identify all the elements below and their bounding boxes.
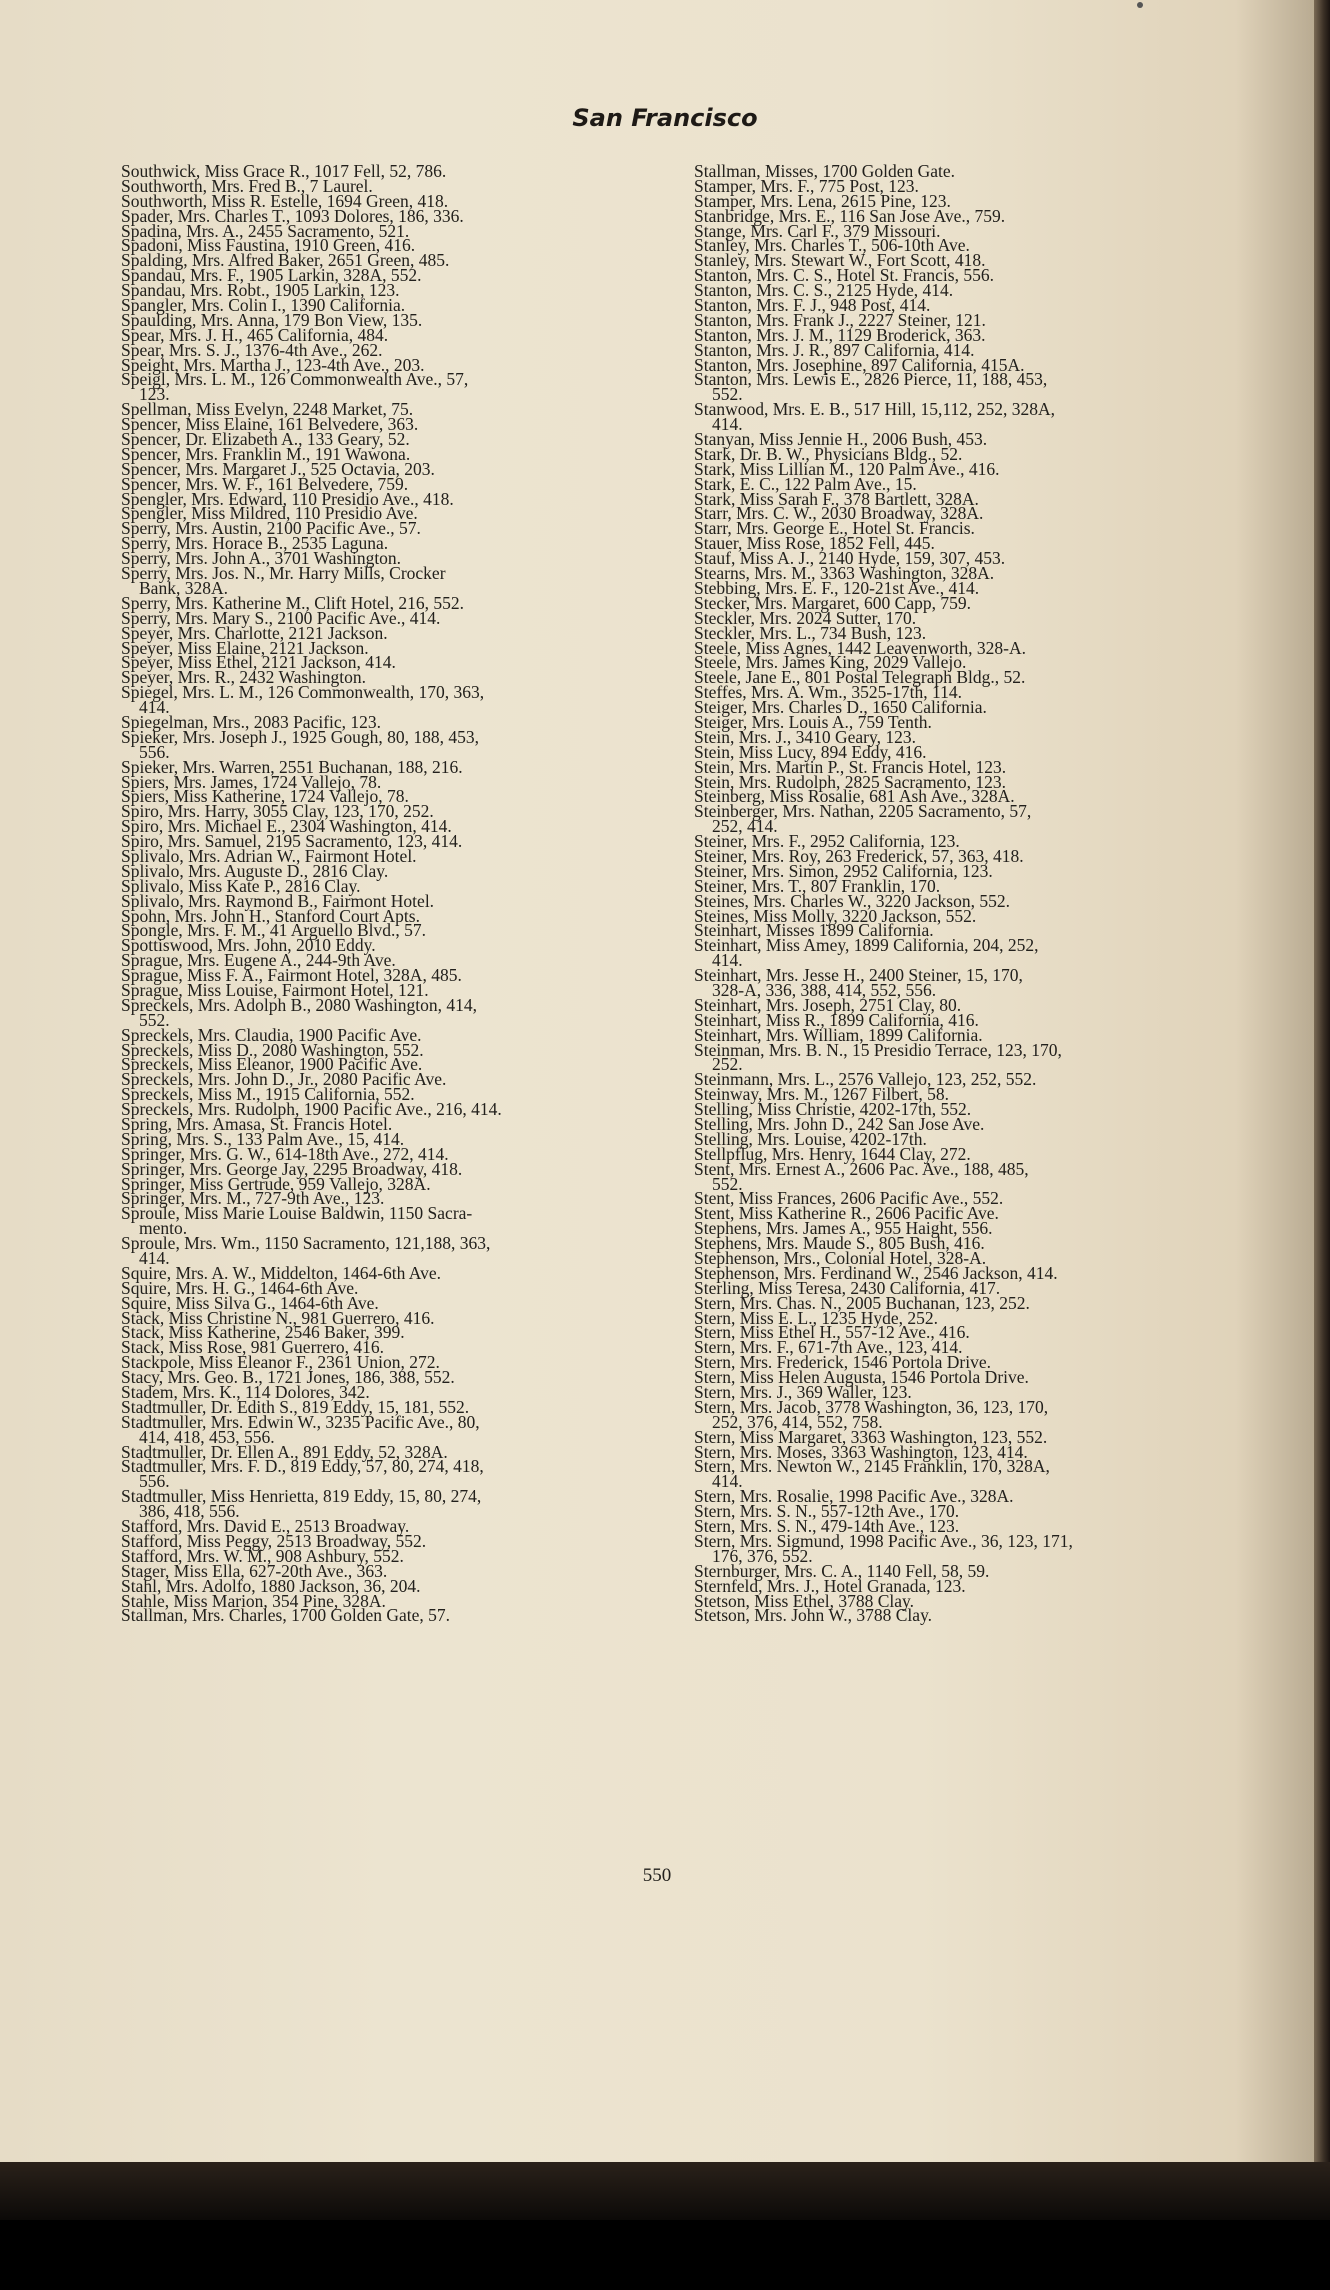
directory-entry-line: Stern, Mrs. Newton W., 2145 Franklin, 170, 328A, [694, 1456, 1050, 1477]
directory-entry-line: Stafford, Miss Peggy, 2513 Broadway, 552. [121, 1530, 427, 1551]
directory-entry-line: Stafford, Mrs. W. M., 908 Ashbury, 552. [121, 1545, 404, 1566]
directory-entry-line: Squire, Miss Silva G., 1464-6th Ave. [121, 1292, 379, 1313]
directory-entry-line: Southwick, Miss Grace R., 1017 Fell, 52, 786. [121, 161, 447, 181]
directory-entry-line: Spieker, Mrs. Warren, 2551 Buchanan, 188, 216. [121, 756, 463, 777]
directory-entry-line: Stauf, Miss A. J., 2140 Hyde, 159, 307, 453. [694, 548, 1006, 569]
directory-entry-line: Stanley, Mrs. Charles T., 506-10th Ave. [694, 235, 970, 256]
directory-entry-line: Stanton, Mrs. Josephine, 897 California, 415A. [694, 354, 1025, 375]
directory-entry-line: Spalding, Mrs. Alfred Baker, 2651 Green, 485. [121, 250, 450, 271]
directory-entry-line: Spandau, Mrs. Robt., 1905 Larkin, 123. [121, 280, 400, 301]
directory-entry-line: Speyer, Miss Elaine, 2121 Jackson. [121, 637, 369, 658]
directory-entry-line: 123. [139, 384, 170, 405]
directory-entry-line: Starr, Mrs. C. W., 2030 Broadway, 328A. [694, 503, 984, 524]
directory-entry-line: Squire, Mrs. A. W., Middelton, 1464-6th Ave. [121, 1262, 442, 1283]
directory-entry-line: Stern, Mrs. Rosalie, 1998 Pacific Ave., 328A. [694, 1486, 1014, 1507]
directory-entry-line: Spadoni, Miss Faustina, 1910 Green, 416. [121, 235, 416, 256]
directory-entry-line: Steinberg, Miss Rosalie, 681 Ash Ave., 328A. [694, 786, 1015, 807]
directory-entry-line: Spaulding, Mrs. Anna, 179 Bon View, 135. [121, 309, 423, 330]
directory-entry-line: Stallman, Mrs. Charles, 1700 Golden Gate, 57. [121, 1605, 451, 1626]
directory-entry-line: Stadtmuller, Dr. Ellen A., 891 Eddy, 52, 328A. [121, 1441, 448, 1462]
directory-entry-line: Spohn, Mrs. John H., Stanford Court Apts. [121, 905, 420, 926]
directory-entry-line: Stern, Mrs. Frederick, 1546 Portola Drive. [694, 1352, 991, 1373]
directory-entry-line: Spencer, Mrs. Margaret J., 525 Octavia, 203. [121, 458, 435, 479]
directory-entry-line: Stacy, Mrs. Geo. B., 1721 Jones, 186, 388, 552. [121, 1367, 455, 1388]
directory-entry-line: Stanton, Mrs. Lewis E., 2826 Pierce, 11, 188, 453, [694, 369, 1048, 390]
directory-entry-line: Stern, Mrs. Chas. N., 2005 Buchanan, 123, 252. [694, 1292, 1030, 1313]
directory-entry-line: Stein, Mrs. J., 3410 Geary, 123. [694, 726, 916, 747]
directory-entry-line: Stern, Mrs. Sigmund, 1998 Pacific Ave., 36, 123, 171, [694, 1530, 1073, 1551]
directory-entry-line: Stager, Miss Ella, 627-20th Ave., 363. [121, 1560, 388, 1581]
directory-entry-line: Steinhart, Miss Amey, 1899 California, 204, 252, [694, 935, 1039, 956]
directory-entry-line: Stern, Mrs. F., 671-7th Ave., 123, 414. [694, 1337, 963, 1358]
directory-entry-line: Stern, Mrs. S. N., 557-12th Ave., 170. [694, 1501, 960, 1522]
directory-entry-line: Splivalo, Mrs. Adrian W., Fairmont Hotel. [121, 845, 417, 866]
directory-entry-line: Stadtmuller, Mrs. F. D., 819 Eddy, 57, 80, 274, 418, [121, 1456, 484, 1477]
directory-entry-line: Spreckels, Mrs. Rudolph, 1900 Pacific Ave., 216, 414. [121, 1099, 502, 1120]
directory-entry-line: Steiner, Mrs. T., 807 Franklin, 170. [694, 875, 941, 896]
directory-entry-line: Steines, Mrs. Charles W., 3220 Jackson, 552. [694, 890, 1010, 911]
directory-entry-line: Sprague, Mrs. Eugene A., 244-9th Ave. [121, 950, 396, 971]
directory-entry-line: Spreckels, Mrs. Adolph B., 2080 Washington, 414, [121, 994, 478, 1015]
directory-entry-line: Stanley, Mrs. Stewart W., Fort Scott, 418. [694, 250, 986, 271]
directory-entry-line: Stamper, Mrs. F., 775 Post, 123. [694, 175, 919, 196]
directory-entry-line: 552. [712, 384, 743, 405]
directory-entry-line: Stent, Miss Frances, 2606 Pacific Ave., 552. [694, 1188, 1004, 1209]
directory-entry-line: Stelling, Mrs. John D., 242 San Jose Ave. [694, 1114, 985, 1134]
directory-entry-line: Sproule, Miss Marie Louise Baldwin, 1150 Sacra- [121, 1203, 473, 1224]
directory-entry-line: Spengler, Mrs. Edward, 110 Presidio Ave., 418. [121, 488, 454, 509]
directory-entry-line: Steiger, Mrs. Louis A., 759 Tenth. [694, 711, 932, 732]
directory-entry-line: Stanton, Mrs. Frank J., 2227 Steiner, 121. [694, 309, 986, 330]
directory-entry-line: Stephens, Mrs. Maude S., 805 Bush, 416. [694, 1233, 985, 1254]
directory-entry-line: Stephens, Mrs. James A., 955 Haight, 556. [694, 1218, 993, 1239]
directory-entry-line: Stack, Miss Katherine, 2546 Baker, 399. [121, 1322, 405, 1343]
directory-entry-line: Spring, Mrs. S., 133 Palm Ave., 15, 414. [121, 1128, 405, 1149]
directory-entry-line: Spongle, Mrs. F. M., 41 Arguello Blvd., 57. [121, 920, 427, 941]
directory-entry-line: Steiger, Mrs. Charles D., 1650 California. [694, 697, 987, 718]
directory-entry-line: Splivalo, Mrs. Raymond B., Fairmont Hotel. [121, 890, 435, 911]
directory-entry-line: Stephenson, Mrs. Ferdinand W., 2546 Jackson, 414. [694, 1262, 1058, 1283]
directory-entry-line: Spring, Mrs. Amasa, St. Francis Hotel. [121, 1114, 393, 1134]
directory-entry-line: Spiers, Miss Katherine, 1724 Vallejo, 78. [121, 786, 409, 807]
directory-entry-line: Steiner, Mrs. Roy, 263 Frederick, 57, 363, 418. [694, 845, 1024, 866]
directory-entry-line: Sperry, Mrs. Mary S., 2100 Pacific Ave., 414. [121, 607, 441, 628]
directory-entry-line: 414. [712, 414, 743, 435]
directory-entry-line: Stern, Mrs. S. N., 479-14th Ave., 123. [694, 1516, 960, 1537]
directory-entry-line: Speyer, Miss Ethel, 2121 Jackson, 414. [121, 652, 396, 673]
directory-entry-line: 176, 376, 552. [712, 1545, 813, 1566]
directory-entry-line: Starr, Mrs. George E., Hotel St. Francis. [694, 518, 975, 539]
directory-entry-line: Steffes, Mrs. A. Wm., 3525-17th, 114. [694, 682, 963, 703]
directory-entry-line: Sternburger, Mrs. C. A., 1140 Fell, 58, 59. [694, 1560, 990, 1581]
directory-entry-line: Spellman, Miss Evelyn, 2248 Market, 75. [121, 399, 414, 420]
directory-entry-line: Spangler, Mrs. Colin I., 1390 California. [121, 295, 406, 316]
directory-entry-line: Stack, Miss Rose, 981 Guerrero, 416. [121, 1337, 384, 1358]
directory-entry-line: Stetson, Miss Ethel, 3788 Clay. [694, 1590, 915, 1611]
page-title: San Francisco [572, 104, 758, 132]
directory-entry-line: Steele, Jane E., 801 Postal Telegraph Bldg., 52. [694, 667, 1026, 688]
directory-entry-line: Spiro, Mrs. Harry, 3055 Clay, 123, 170, 252. [121, 801, 434, 822]
directory-entry-line: Stern, Miss E. L., 1235 Hyde, 252. [694, 1307, 939, 1328]
directory-entry-line: Stanbridge, Mrs. E., 116 San Jose Ave., 759. [694, 205, 1006, 226]
directory-entry-line: Spreckels, Mrs. Claudia, 1900 Pacific Ave. [121, 1024, 422, 1045]
directory-entry-line: Stanton, Mrs. C. S., 2125 Hyde, 414. [694, 280, 954, 301]
directory-entry-line: Spear, Mrs. J. H., 465 California, 484. [121, 324, 389, 345]
directory-entry-line: Steiner, Mrs. F., 2952 California, 123. [694, 831, 960, 852]
directory-entry-line: Stanton, Mrs. J. M., 1129 Broderick, 363. [694, 324, 986, 345]
directory-entry-line: Spiro, Mrs. Samuel, 2195 Sacramento, 123, 414. [121, 831, 463, 852]
directory-entry-line: Spandau, Mrs. F., 1905 Larkin, 328A, 552. [121, 265, 422, 286]
directory-entry-line: Stahle, Miss Marion, 354 Pine, 328A. [121, 1590, 386, 1611]
directory-entry-line: Stark, Miss Lillian M., 120 Palm Ave., 416. [694, 458, 1000, 479]
directory-entry-line: Speight, Mrs. Martha J., 123-4th Ave., 203. [121, 354, 425, 375]
directory-entry-line: Sperry, Mrs. Horace B., 2535 Laguna. [121, 533, 389, 554]
directory-entry-line: Steinhart, Mrs. Joseph, 2751 Clay, 80. [694, 994, 962, 1015]
directory-entry-line: Speigl, Mrs. L. M., 126 Commonwealth Ave., 57, [121, 369, 469, 390]
directory-entry-line: Stark, Dr. B. W., Physicians Bldg., 52. [694, 443, 963, 464]
directory-entry-line: Stelling, Mrs. Louise, 4202-17th. [694, 1128, 927, 1149]
directory-entry-line: Stent, Mrs. Ernest A., 2606 Pac. Ave., 188, 485, [694, 1158, 1029, 1179]
directory-entry-line: Stamper, Mrs. Lena, 2615 Pine, 123. [694, 190, 951, 211]
directory-entry-line: Stanyan, Miss Jennie H., 2006 Bush, 453. [694, 429, 988, 450]
directory-entry-line: Stern, Mrs. J., 369 Waller, 123. [694, 1382, 912, 1403]
left-column [121, 161, 669, 1626]
directory-entry-line: Stanwood, Mrs. E. B., 517 Hill, 15,112, 252, 328A, [694, 399, 1056, 420]
directory-entry-line: 414. [139, 1248, 170, 1269]
directory-entry-line: Steinhart, Mrs. William, 1899 California. [694, 1024, 983, 1045]
directory-entry-line: Stephenson, Mrs., Colonial Hotel, 328-A. [694, 1248, 987, 1269]
directory-entry-line: Sternfeld, Mrs. J., Hotel Granada, 123. [694, 1575, 966, 1596]
directory-entry-line: Spencer, Mrs. W. F., 161 Belvedere, 759. [121, 473, 409, 494]
directory-entry-line: Spadina, Mrs. A., 2455 Sacramento, 521. [121, 220, 410, 241]
directory-entry-line: Stearns, Mrs. M., 3363 Washington, 328A. [694, 563, 995, 584]
directory-entry-line: Stackpole, Miss Eleanor F., 2361 Union, 272. [121, 1352, 440, 1373]
directory-entry-line: 252. [712, 1054, 743, 1075]
directory-entry-line: Spengler, Miss Mildred, 110 Presidio Ave. [121, 503, 418, 524]
directory-entry-line: Springer, Mrs. George Jay, 2295 Broadway, 418. [121, 1158, 463, 1179]
directory-entry-line: Sterling, Miss Teresa, 2430 California, 417. [694, 1277, 1001, 1298]
directory-entry-line: Squire, Mrs. H. G., 1464-6th Ave. [121, 1277, 359, 1298]
directory-entry-line: Steele, Miss Agnes, 1442 Leavenworth, 328-A. [694, 637, 1026, 658]
right-column [694, 161, 1279, 1626]
directory-entry-line: Stadem, Mrs. K., 114 Dolores, 342. [121, 1382, 370, 1403]
directory-entry-line: Spencer, Mrs. Franklin M., 191 Wawona. [121, 443, 411, 464]
directory-entry-line: Steckler, Mrs. L., 734 Bush, 123. [694, 622, 927, 643]
directory-entry-line: Sproule, Mrs. Wm., 1150 Sacramento, 121,188, 363, [121, 1233, 491, 1254]
directory-entry-line: Steele, Mrs. James King, 2029 Vallejo. [694, 652, 967, 673]
directory-entry-line: Bank, 328A. [139, 577, 228, 598]
directory-entry-line: 552. [712, 1173, 743, 1194]
directory-entry-line: 328-A, 336, 388, 414, 552, 556. [712, 979, 937, 1000]
directory-entry-line: Sprague, Miss F. A., Fairmont Hotel, 328A, 485. [121, 965, 462, 986]
directory-entry-line: Splivalo, Miss Kate P., 2816 Clay. [121, 875, 361, 896]
directory-entry-line: Stadtmuller, Miss Henrietta, 819 Eddy, 15, 80, 274, [121, 1486, 482, 1507]
directory-entry-line: Springer, Mrs. M., 727-9th Ave., 123. [121, 1188, 385, 1209]
directory-entry-line: Springer, Miss Gertrude, 959 Vallejo, 328A. [121, 1173, 431, 1194]
directory-entry-line: Stelling, Miss Christie, 4202-17th, 552. [694, 1099, 972, 1120]
directory-entry-line: Spiegelman, Mrs., 2083 Pacific, 123. [121, 711, 382, 732]
directory-entry-line: Spiegel, Mrs. L. M., 126 Commonwealth, 170, 363, [121, 682, 485, 703]
directory-entry-line: 556. [139, 741, 170, 762]
directory-entry-line: Stallman, Misses, 1700 Golden Gate. [694, 161, 956, 181]
directory-entry-line: Stent, Miss Katherine R., 2606 Pacific Ave. [694, 1203, 999, 1224]
directory-entry-line: 552. [139, 1009, 170, 1030]
directory-entry-line: Steinberger, Mrs. Nathan, 2205 Sacramento, 57, [694, 801, 1032, 822]
directory-entry-line: Sperry, Mrs. Katherine M., Clift Hotel, 216, 552. [121, 592, 464, 613]
directory-entry-line: Stellpflug, Mrs. Henry, 1644 Clay, 272. [694, 1143, 971, 1164]
directory-entry-line: Spencer, Miss Elaine, 161 Belvedere, 363. [121, 414, 419, 435]
scan-background [0, 2220, 1330, 2290]
directory-entry-line: 252, 414. [712, 816, 778, 837]
page-edge-shadow [0, 2162, 1330, 2220]
directory-entry-line: Stein, Mrs. Martin P., St. Francis Hotel, 123. [694, 756, 1007, 777]
directory-entry-line: Spear, Mrs. S. J., 1376-4th Ave., 262. [121, 339, 383, 360]
directory-entry-line: Stanton, Mrs. J. R., 897 California, 414. [694, 339, 975, 360]
directory-entry-line: 414. [712, 950, 743, 971]
directory-entry-line: Spieker, Mrs. Joseph J., 1925 Gough, 80, 188, 453, [121, 726, 480, 747]
directory-entry-line: Stein, Miss Lucy, 894 Eddy, 416. [694, 741, 927, 762]
directory-entry-line: 252, 376, 414, 552, 758. [712, 1411, 883, 1432]
directory-entry-line: 414. [712, 1471, 743, 1492]
ink-speck [1137, 2, 1143, 8]
directory-entry-line: Stafford, Mrs. David E., 2513 Broadway. [121, 1516, 410, 1537]
directory-entry-line: 556. [139, 1471, 170, 1492]
directory-entry-line: Spottiswood, Mrs. John, 2010 Eddy. [121, 935, 376, 956]
directory-entry-line: Sperry, Mrs. Austin, 2100 Pacific Ave., 57. [121, 518, 421, 539]
directory-entry-line: Steinhart, Mrs. Jesse H., 2400 Steiner, 15, 170, [694, 965, 1023, 986]
directory-entry-line: Steiner, Mrs. Simon, 2952 California, 123. [694, 860, 993, 881]
directory-entry-line: Sprague, Miss Louise, Fairmont Hotel, 121. [121, 979, 429, 1000]
directory-entry-line: Steinman, Mrs. B. N., 15 Presidio Terrace, 123, 170, [694, 1039, 1062, 1060]
directory-entry-line: Speyer, Mrs. R., 2432 Washington. [121, 667, 366, 688]
directory-entry-line: Stebbing, Mrs. E. F., 120-21st Ave., 414. [694, 577, 980, 598]
directory-entry-line: Steinmann, Mrs. L., 2576 Vallejo, 123, 252, 552. [694, 1069, 1037, 1090]
directory-entry-line: Stark, Miss Sarah F., 378 Bartlett, 328A. [694, 488, 979, 509]
directory-entry-line: mento. [139, 1218, 188, 1239]
directory-entry-line: Stern, Mrs. Jacob, 3778 Washington, 36, 123, 170, [694, 1396, 1049, 1417]
directory-entry-line: Southworth, Miss R. Estelle, 1694 Green, 418. [121, 190, 449, 211]
directory-entry-line: Stange, Mrs. Carl F., 379 Missouri. [694, 220, 941, 241]
directory-entry-line: Spreckels, Miss Eleanor, 1900 Pacific Ave. [121, 1054, 423, 1075]
directory-entry-line: 414. [139, 697, 170, 718]
directory-entry-line: Stein, Mrs. Rudolph, 2825 Sacramento, 123. [694, 771, 1007, 792]
directory-entry-line: Stauer, Miss Rose, 1852 Fell, 445. [694, 533, 935, 554]
directory-entry-line: Steinhart, Miss R., 1899 California, 416. [694, 1009, 979, 1030]
directory-entry-line: Spencer, Dr. Elizabeth A., 133 Geary, 52. [121, 429, 410, 450]
directory-entry-line: Stern, Mrs. Moses, 3363 Washington, 123, 414. [694, 1441, 1028, 1462]
directory-entry-line: Stadtmuller, Dr. Edith S., 819 Eddy, 15, 181, 552. [121, 1396, 470, 1417]
directory-entry-line: Stahl, Mrs. Adolfo, 1880 Jackson, 36, 204. [121, 1575, 421, 1596]
directory-entry-line: Springer, Mrs. G. W., 614-18th Ave., 272, 414. [121, 1143, 449, 1164]
directory-entry-line: Spiro, Mrs. Michael E., 2304 Washington, 414. [121, 816, 452, 837]
directory-entry-line: 386, 418, 556. [139, 1501, 240, 1522]
directory-entry-line: Stern, Miss Helen Augusta, 1546 Portola Drive. [694, 1367, 1029, 1388]
directory-entry-line: Speyer, Mrs. Charlotte, 2121 Jackson. [121, 622, 388, 643]
directory-entry-line: Steines, Miss Molly, 3220 Jackson, 552. [694, 905, 977, 926]
book-spine-shadow [1314, 0, 1330, 2162]
directory-entry-line: Stanton, Mrs. F. J., 948 Post, 414. [694, 295, 931, 316]
directory-entry-line: Stadtmuller, Mrs. Edwin W., 3235 Pacific Ave., 80, [121, 1411, 480, 1432]
directory-entry-line: Steinway, Mrs. M., 1267 Filbert, 58. [694, 1084, 950, 1105]
directory-entry-line: Spader, Mrs. Charles T., 1093 Dolores, 186, 336. [121, 205, 464, 226]
directory-entry-line: Spreckels, Mrs. John D., Jr., 2080 Pacific Ave. [121, 1069, 447, 1090]
directory-entry-line: 414, 418, 453, 556. [139, 1426, 275, 1447]
directory-entry-line: Stecker, Mrs. Margaret, 600 Capp, 759. [694, 592, 971, 613]
directory-entry-line: Spreckels, Miss D., 2080 Washington, 552. [121, 1039, 424, 1060]
directory-entry-line: Stack, Miss Christine N., 981 Guerrero, 416. [121, 1307, 435, 1328]
directory-entry-line: Spreckels, Miss M., 1915 California, 552. [121, 1084, 415, 1105]
directory-entry-line: Southworth, Mrs. Fred B., 7 Laurel. [121, 175, 373, 196]
directory-entry-line: Sperry, Mrs. John A., 3701 Washington. [121, 548, 402, 569]
directory-entry-line: Sperry, Mrs. Jos. N., Mr. Harry Mills, Crocker [121, 563, 446, 584]
directory-entry-line: Stern, Miss Ethel H., 557-12 Ave., 416. [694, 1322, 970, 1343]
directory-entry-line: Steinhart, Misses 1899 California. [694, 920, 934, 941]
directory-entry-line: Stark, E. C., 122 Palm Ave., 15. [694, 473, 917, 494]
directory-entry-line: Splivalo, Mrs. Auguste D., 2816 Clay. [121, 860, 389, 881]
directory-entry-line: Stern, Miss Margaret, 3363 Washington, 123, 552. [694, 1426, 1048, 1447]
directory-entry-line: Steckler, Mrs. 2024 Sutter, 170. [694, 607, 917, 628]
directory-entry-line: Stanton, Mrs. C. S., Hotel St. Francis, 556. [694, 265, 994, 286]
directory-entry-line: Spiers, Mrs. James, 1724 Vallejo, 78. [121, 771, 382, 792]
page-number: 550 [642, 1865, 672, 1886]
directory-entry-line: Stetson, Mrs. John W., 3788 Clay. [694, 1605, 933, 1626]
